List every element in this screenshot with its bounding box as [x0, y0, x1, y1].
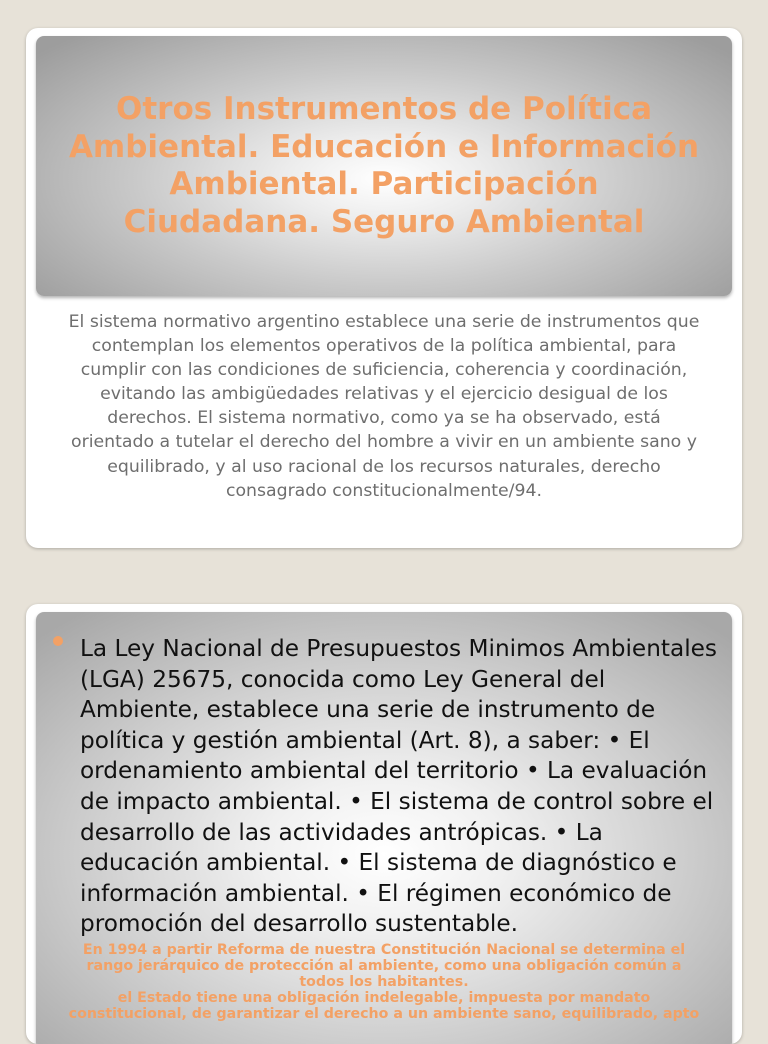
- slide-2: [26, 604, 742, 1044]
- slide-1: [26, 28, 742, 548]
- overlay-line-1: En 1994 a partir Reforma de nuestra Constitución Nacional se determina el rango jerárquico de protección al ambiente, como una obligación común a todos los habitantes.: [82, 942, 686, 990]
- bullet-dot-icon: [53, 636, 63, 646]
- bullet-text: La Ley Nacional de Presupuestos Minimos Ambientales (LGA) 25675, conocida como Ley General del Ambiente, establece una serie de instrumento de política y gestión ambiental (Art. 8), a saber: • El ordenamiento ambiental del territorio • La evaluación de impacto ambiental. • El sistema de control sobre el desarrollo de las actividades antrópicas. • La educación ambiental. • El sistema de diagnóstico e información ambiental. • El régimen económico de promoción del desarrollo sustentable.: [80, 635, 717, 938]
- overlay-text: [66, 942, 702, 1022]
- slide-body-text: El sistema normativo argentino establece una serie de instrumentos que contemplan los elementos operativos de la política ambiental, para cumplir con las condiciones de suficiencia, coherencia y coordinación, evitando las ambigüedades relativas y el ejercicio desigual de los derechos. El sistema normativo, como ya se ha observado, está orientado a tutelar el derecho del hombre a vivir en un ambiente sano y equilibrado, y al uso racional de los recursos naturales, derecho consagrado constitucionalmente/94.: [68, 312, 700, 501]
- slide-title: Otros Instrumentos de Política Ambiental. Educación e Información Ambiental. Participación Ciudadana. Seguro Ambiental: [68, 91, 700, 240]
- content-box: [36, 612, 732, 1044]
- overlay-line-2: el Estado tiene una obligación indelegable, impuesta por mandato constitucional, de garantizar el derecho a un ambiente sano, equilibrado, apto: [68, 990, 700, 1022]
- title-box: [36, 36, 732, 296]
